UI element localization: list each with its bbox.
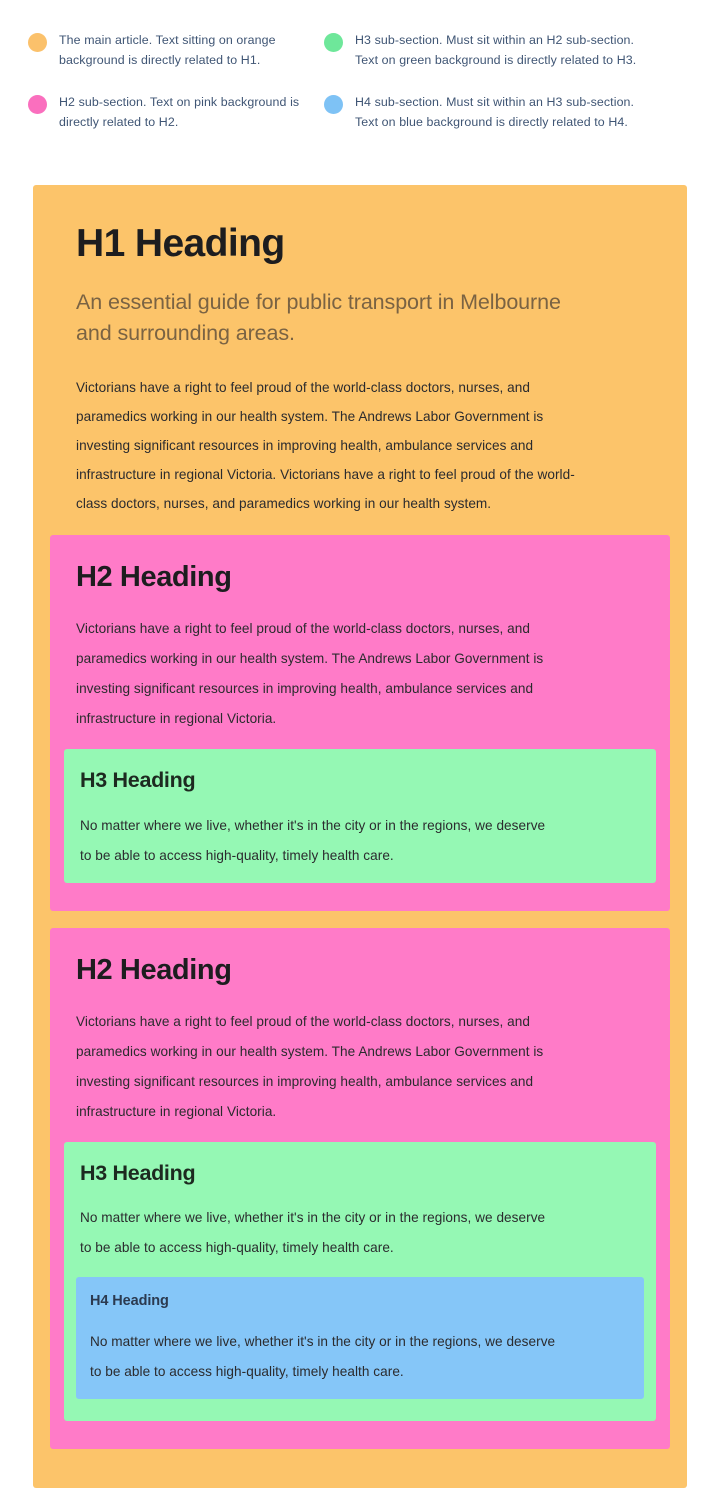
h2-content-2 [50, 955, 670, 1127]
legend-item-h1 [28, 30, 320, 92]
h2-body-text-1: Victorians have a right to feel proud of the world-class doctors, nurses, and paramedics working in our health system. The Andrews Labor Government is investing significant resources in improving health, ambulance services and infrastructure in regional Victoria. [76, 621, 544, 726]
h4-section [76, 1277, 644, 1398]
legend-dot-pink-icon [28, 95, 47, 114]
h3-heading-1: H3 Heading [80, 768, 196, 792]
h2-section-2 [50, 928, 670, 1449]
h1-section [33, 185, 687, 1488]
legend-item-h3 [324, 30, 692, 92]
legend-item-h2 [28, 92, 320, 154]
h2-section-1 [50, 535, 670, 911]
legend-label-h4: H4 sub-section. Must sit within an H3 sub-section. Text on blue background is directly related to H4. [355, 95, 635, 129]
h1-content [33, 223, 687, 518]
h2-heading-1: H2 Heading [76, 561, 232, 594]
legend-dot-orange-icon [28, 33, 47, 52]
h4-content [76, 1293, 644, 1386]
h4-body-text: No matter where we live, whether it's in the city or in the regions, we deserve to be able to access high-quality, timely health care. [90, 1333, 556, 1379]
h2-heading-2: H2 Heading [76, 953, 232, 986]
h2-body-text-2: Victorians have a right to feel proud of the world-class doctors, nurses, and paramedics working in our health system. The Andrews Labor Government is investing significant resources in improving health, ambulance services and infrastructure in regional Victoria. [76, 1013, 544, 1119]
legend-dot-blue-icon [324, 95, 343, 114]
h4-heading: H4 Heading [90, 1293, 169, 1310]
h3-content-1 [64, 769, 656, 871]
legend-label-h3: H3 sub-section. Must sit within an H2 sub-section. Text on green background is directly related to H3. [355, 33, 637, 67]
h2-content-1 [50, 562, 670, 734]
h1-heading: H1 Heading [76, 222, 285, 265]
legend-label-h1: The main article. Text sitting on orange background is directly related to H1. [59, 33, 276, 67]
legend-dot-green-icon [324, 33, 343, 52]
h3-body-text-2: No matter where we live, whether it's in the city or in the regions, we deserve to be able to access high-quality, timely health care. [80, 1210, 546, 1256]
h3-body-text-1: No matter where we live, whether it's in the city or in the regions, we deserve to be able to access high-quality, timely health care. [80, 817, 546, 863]
legend-label-h2: H2 sub-section. Text on pink background is directly related to H2. [59, 95, 300, 129]
h3-content-2 [64, 1162, 656, 1264]
h3-section-1 [64, 749, 656, 883]
legend [0, 0, 720, 172]
h1-body-text: Victorians have a right to feel proud of the world-class doctors, nurses, and paramedics working in our health system. The Andrews Labor Government is investing significant resources in improving health, ambulance services and infrastructure in regional Victoria. Victorians have a right to feel proud of the world-class doctors, nurses, and paramedics working in our health system. [76, 380, 575, 512]
h1-subtitle: An essential guide for public transport in Melbourne and surrounding areas. [76, 290, 561, 346]
h3-heading-2: H3 Heading [80, 1160, 196, 1185]
legend-item-h4 [324, 92, 692, 154]
h3-section-2 [64, 1142, 656, 1421]
